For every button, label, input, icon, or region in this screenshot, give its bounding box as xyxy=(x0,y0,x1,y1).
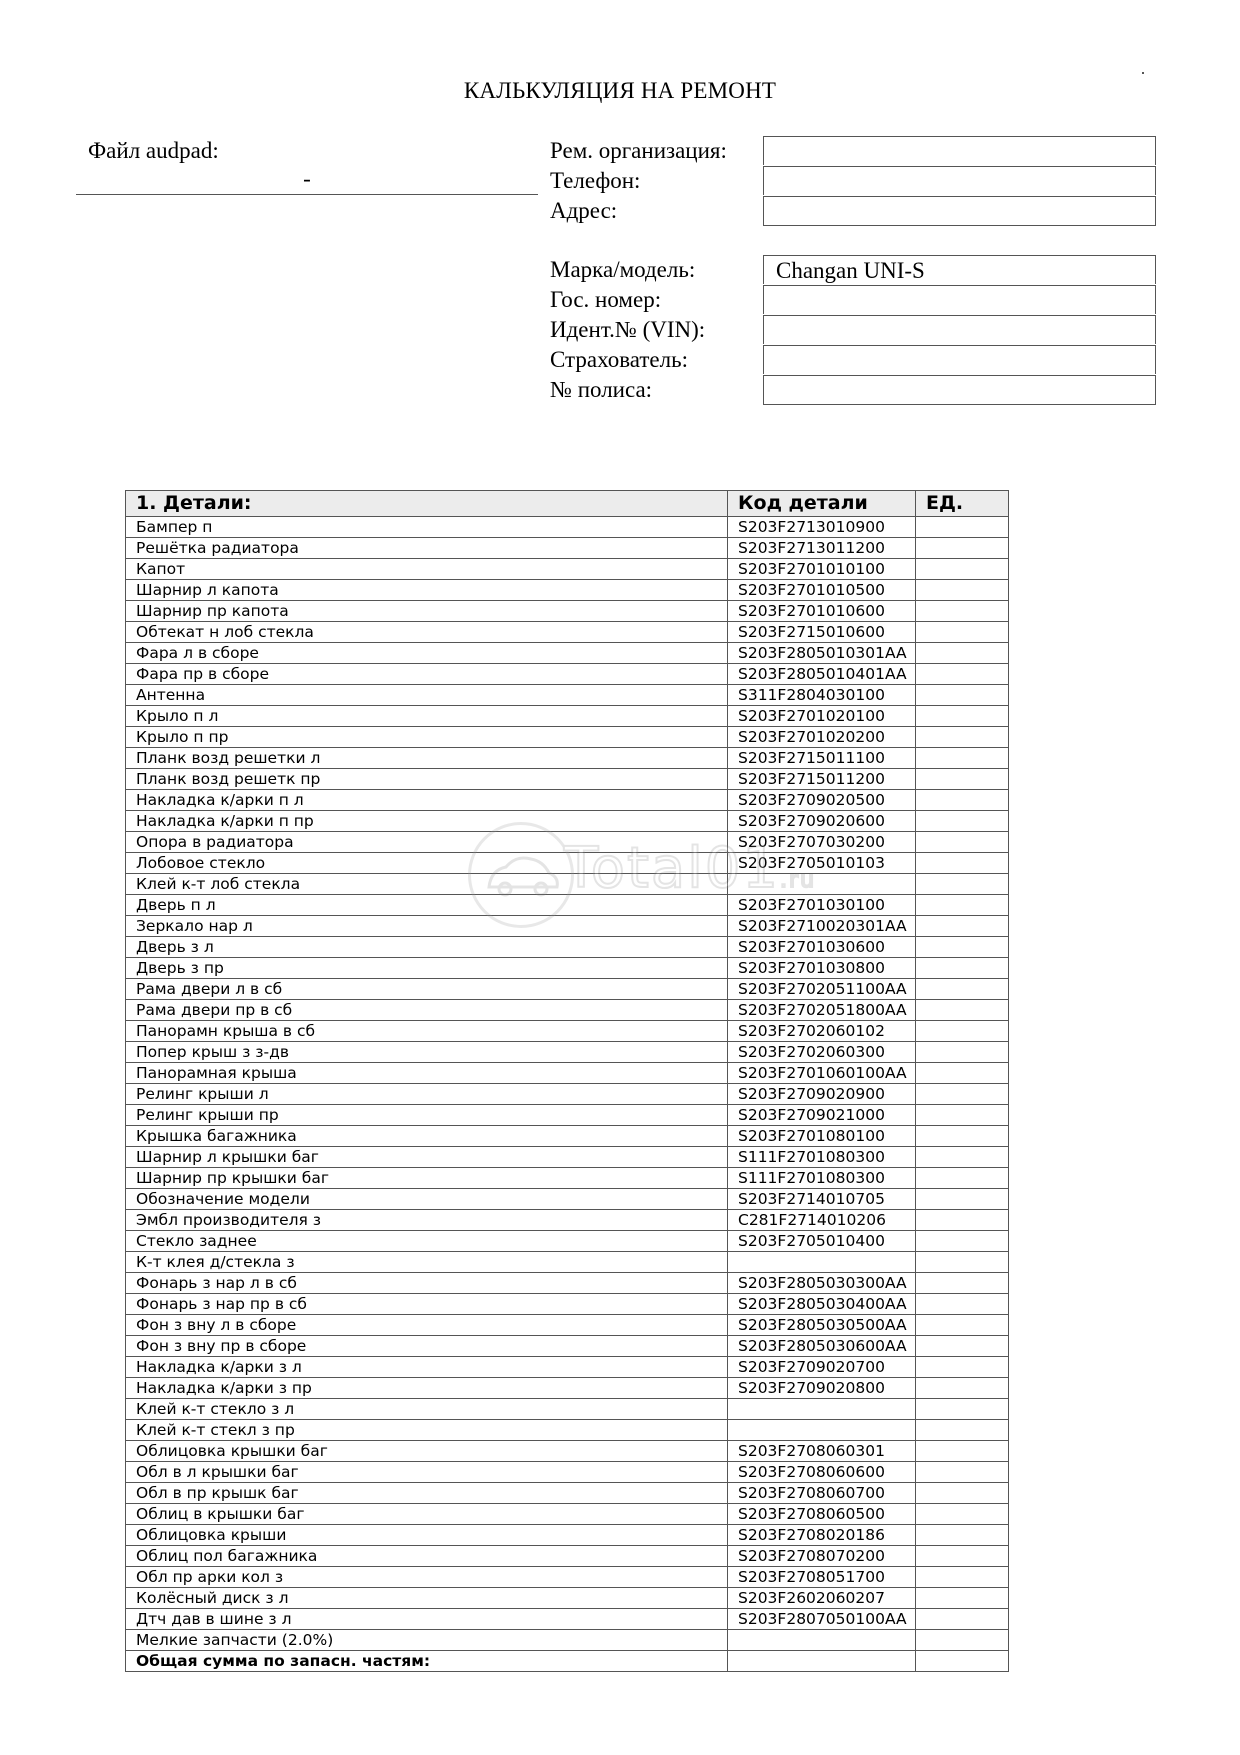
vin-field[interactable] xyxy=(763,315,1156,344)
table-row xyxy=(126,1525,1009,1546)
table-row xyxy=(126,538,1009,559)
phone-label: Телефон: xyxy=(550,168,641,193)
part-name-cell: Планк возд решетк пр xyxy=(126,769,728,790)
parts-table-body xyxy=(126,517,1009,1672)
part-name-cell: Рама двери пр в сб xyxy=(126,1000,728,1021)
part-name-cell: Облиц пол багажника xyxy=(126,1546,728,1567)
part-name-cell: Колёсный диск з л xyxy=(126,1588,728,1609)
part-name-cell: Обл пр арки кол з xyxy=(126,1567,728,1588)
part-code-cell: S203F2805030400AA xyxy=(728,1294,916,1315)
unit-cell xyxy=(916,1252,1009,1273)
unit-cell xyxy=(916,1420,1009,1441)
part-name-cell: Мелкие запчасти (2.0%) xyxy=(126,1630,728,1651)
part-code-cell: S203F2707030200 xyxy=(728,832,916,853)
part-name-cell: Крышка багажника xyxy=(126,1126,728,1147)
unit-cell xyxy=(916,1000,1009,1021)
part-name-cell: Лобовое стекло xyxy=(126,853,728,874)
unit-cell xyxy=(916,1021,1009,1042)
insured-field[interactable] xyxy=(763,345,1156,374)
unit-cell xyxy=(916,979,1009,1000)
unit-cell xyxy=(916,916,1009,937)
part-code-cell xyxy=(728,1252,916,1273)
unit-cell xyxy=(916,643,1009,664)
unit-cell xyxy=(916,1378,1009,1399)
table-row xyxy=(126,1000,1009,1021)
total-row xyxy=(126,1651,1009,1672)
part-code-cell: S111F2701080300 xyxy=(728,1168,916,1189)
unit-cell xyxy=(916,1399,1009,1420)
part-code-cell: S203F2715011200 xyxy=(728,769,916,790)
unit-cell xyxy=(916,559,1009,580)
part-name-cell: Обтекат н лоб стекла xyxy=(126,622,728,643)
address-field[interactable] xyxy=(763,196,1156,226)
part-name-cell: Опора в радиатора xyxy=(126,832,728,853)
total-code-cell xyxy=(728,1651,916,1672)
unit-cell xyxy=(916,1504,1009,1525)
part-name-cell: Дверь з л xyxy=(126,937,728,958)
part-name-cell: Фара пр в сборе xyxy=(126,664,728,685)
part-name-cell: Дтч дав в шине з л xyxy=(126,1609,728,1630)
part-code-cell: S203F2805010401AA xyxy=(728,664,916,685)
part-name-cell: Шарнир пр крышки баг xyxy=(126,1168,728,1189)
watermark-text: Total01.ru xyxy=(564,836,817,901)
part-name-cell: Клей к-т лоб стекла xyxy=(126,874,728,895)
part-code-cell: S203F2701010500 xyxy=(728,580,916,601)
make-model-label: Марка/модель: xyxy=(550,257,696,282)
part-name-cell: Накладка к/арки п л xyxy=(126,790,728,811)
table-row xyxy=(126,1546,1009,1567)
part-code-cell: S311F2804030100 xyxy=(728,685,916,706)
part-name-cell: Обл в л крышки баг xyxy=(126,1462,728,1483)
unit-cell xyxy=(916,1189,1009,1210)
table-row xyxy=(126,1294,1009,1315)
table-row xyxy=(126,1378,1009,1399)
table-row xyxy=(126,1231,1009,1252)
unit-cell xyxy=(916,1105,1009,1126)
table-row xyxy=(126,874,1009,895)
part-code-cell: S203F2708060500 xyxy=(728,1504,916,1525)
unit-cell xyxy=(916,706,1009,727)
part-code-cell: S203F2713011200 xyxy=(728,538,916,559)
unit-cell xyxy=(916,685,1009,706)
part-code-cell xyxy=(728,1399,916,1420)
policy-field[interactable] xyxy=(763,375,1156,405)
total-unit-cell xyxy=(916,1651,1009,1672)
table-row xyxy=(126,1567,1009,1588)
unit-cell xyxy=(916,1126,1009,1147)
table-row xyxy=(126,1063,1009,1084)
table-row xyxy=(126,1168,1009,1189)
part-name-cell: Облицовка крыши xyxy=(126,1525,728,1546)
table-row xyxy=(126,1336,1009,1357)
part-name-cell: Релинг крыши пр xyxy=(126,1105,728,1126)
part-name-cell: Фонарь з нар л в сб xyxy=(126,1273,728,1294)
unit-cell xyxy=(916,1483,1009,1504)
table-row xyxy=(126,937,1009,958)
part-name-cell: Клей к-т стекло з л xyxy=(126,1399,728,1420)
part-code-cell: S203F2708060600 xyxy=(728,1462,916,1483)
table-row xyxy=(126,1630,1009,1651)
part-code-cell: S203F2701060100AA xyxy=(728,1063,916,1084)
document-title: КАЛЬКУЛЯЦИЯ НА РЕМОНТ xyxy=(463,78,777,103)
table-row xyxy=(126,958,1009,979)
unit-cell xyxy=(916,1609,1009,1630)
unit-cell xyxy=(916,622,1009,643)
policy-label: № полиса: xyxy=(550,377,653,402)
unit-cell xyxy=(916,937,1009,958)
header-unit: ЕД. xyxy=(916,491,1009,517)
unit-cell xyxy=(916,601,1009,622)
unit-cell xyxy=(916,1567,1009,1588)
unit-cell xyxy=(916,1231,1009,1252)
part-code-cell: S203F2701030600 xyxy=(728,937,916,958)
part-code-cell: S203F2805030500AA xyxy=(728,1315,916,1336)
part-name-cell: Шарнир л крышки баг xyxy=(126,1147,728,1168)
table-row xyxy=(126,1399,1009,1420)
part-name-cell: Планк возд решетки л xyxy=(126,748,728,769)
part-name-cell: Фара л в сборе xyxy=(126,643,728,664)
part-name-cell: Антенна xyxy=(126,685,728,706)
part-code-cell: S203F2710020301AA xyxy=(728,916,916,937)
phone-field[interactable] xyxy=(763,166,1156,195)
plate-field[interactable] xyxy=(763,285,1156,314)
table-row xyxy=(126,811,1009,832)
part-name-cell: Панорамн крыша в сб xyxy=(126,1021,728,1042)
table-row xyxy=(126,979,1009,1000)
insured-label: Страхователь: xyxy=(550,347,688,372)
corner-mark xyxy=(1142,72,1144,74)
part-code-cell: S203F2805010301AA xyxy=(728,643,916,664)
table-row xyxy=(126,1252,1009,1273)
part-code-cell: S203F2708070200 xyxy=(728,1546,916,1567)
part-name-cell: Крыло п пр xyxy=(126,727,728,748)
part-code-cell: S203F2708060700 xyxy=(728,1483,916,1504)
part-code-cell: S203F2807050100AA xyxy=(728,1609,916,1630)
address-label: Адрес: xyxy=(550,198,618,223)
part-code-cell: S203F2705010103 xyxy=(728,853,916,874)
part-code-cell: S203F2602060207 xyxy=(728,1588,916,1609)
table-row xyxy=(126,685,1009,706)
table-row xyxy=(126,517,1009,538)
unit-cell xyxy=(916,1357,1009,1378)
part-code-cell: S203F2701020100 xyxy=(728,706,916,727)
unit-cell xyxy=(916,811,1009,832)
table-row xyxy=(126,1462,1009,1483)
unit-cell xyxy=(916,1441,1009,1462)
unit-cell xyxy=(916,1168,1009,1189)
header-part-name: 1. Детали: xyxy=(126,491,728,517)
unit-cell xyxy=(916,664,1009,685)
part-name-cell: Клей к-т стекл з пр xyxy=(126,1420,728,1441)
part-code-cell: S203F2701030800 xyxy=(728,958,916,979)
part-code-cell: S203F2705010400 xyxy=(728,1231,916,1252)
part-name-cell: Релинг крыши л xyxy=(126,1084,728,1105)
table-row xyxy=(126,832,1009,853)
file-label: Файл audpad: xyxy=(88,138,219,163)
part-code-cell: S203F2702060300 xyxy=(728,1042,916,1063)
table-row xyxy=(126,1042,1009,1063)
part-code-cell xyxy=(728,1420,916,1441)
table-row xyxy=(126,1210,1009,1231)
part-code-cell: C281F2714010206 xyxy=(728,1210,916,1231)
part-code-cell: S203F2715011100 xyxy=(728,748,916,769)
part-code-cell: S203F2702051800AA xyxy=(728,1000,916,1021)
part-name-cell: Дверь з пр xyxy=(126,958,728,979)
table-row xyxy=(126,1105,1009,1126)
part-name-cell: Обл в пр крышк баг xyxy=(126,1483,728,1504)
part-code-cell: S203F2709020900 xyxy=(728,1084,916,1105)
part-name-cell: Накладка к/арки з л xyxy=(126,1357,728,1378)
part-code-cell: S203F2805030300AA xyxy=(728,1273,916,1294)
unit-cell xyxy=(916,1588,1009,1609)
part-name-cell: Стекло заднее xyxy=(126,1231,728,1252)
table-row xyxy=(126,1147,1009,1168)
table-row xyxy=(126,1357,1009,1378)
part-code-cell: S203F2708060301 xyxy=(728,1441,916,1462)
part-code-cell: S203F2708020186 xyxy=(728,1525,916,1546)
part-name-cell: Решётка радиатора xyxy=(126,538,728,559)
part-name-cell: Рама двери л в сб xyxy=(126,979,728,1000)
part-name-cell: Дверь п л xyxy=(126,895,728,916)
parts-table xyxy=(125,490,1009,1672)
unit-cell xyxy=(916,1525,1009,1546)
part-name-cell: Капот xyxy=(126,559,728,580)
table-row xyxy=(126,1504,1009,1525)
table-row xyxy=(126,1420,1009,1441)
part-code-cell: S203F2701080100 xyxy=(728,1126,916,1147)
part-code-cell: S203F2805030600AA xyxy=(728,1336,916,1357)
part-code-cell: S203F2709020800 xyxy=(728,1378,916,1399)
table-row xyxy=(126,1315,1009,1336)
plate-label: Гос. номер: xyxy=(550,287,662,312)
part-code-cell: S203F2709020700 xyxy=(728,1357,916,1378)
table-row xyxy=(126,748,1009,769)
unit-cell xyxy=(916,1462,1009,1483)
unit-cell xyxy=(916,895,1009,916)
table-row xyxy=(126,1441,1009,1462)
part-name-cell: Накладка к/арки п пр xyxy=(126,811,728,832)
table-row xyxy=(126,1273,1009,1294)
part-name-cell: Панорамная крыша xyxy=(126,1063,728,1084)
table-row xyxy=(126,1084,1009,1105)
part-code-cell: S203F2701010100 xyxy=(728,559,916,580)
part-name-cell: Накладка к/арки з пр xyxy=(126,1378,728,1399)
part-code-cell: S203F2702051100AA xyxy=(728,979,916,1000)
part-name-cell: К-т клея д/стекла з xyxy=(126,1252,728,1273)
unit-cell xyxy=(916,748,1009,769)
table-row xyxy=(126,1588,1009,1609)
part-name-cell: Фонарь з нар пр в сб xyxy=(126,1294,728,1315)
part-name-cell: Шарнир л капота xyxy=(126,580,728,601)
part-code-cell: S203F2709020600 xyxy=(728,811,916,832)
table-row xyxy=(126,853,1009,874)
repair-org-label: Рем. организация: xyxy=(550,138,727,163)
unit-cell xyxy=(916,958,1009,979)
part-code-cell: S203F2701010600 xyxy=(728,601,916,622)
unit-cell xyxy=(916,517,1009,538)
part-code-cell xyxy=(728,1630,916,1651)
part-code-cell: S203F2701020200 xyxy=(728,727,916,748)
part-name-cell: Бампер п xyxy=(126,517,728,538)
unit-cell xyxy=(916,790,1009,811)
part-name-cell: Фон з вну пр в сборе xyxy=(126,1336,728,1357)
part-name-cell: Фон з вну л в сборе xyxy=(126,1315,728,1336)
unit-cell xyxy=(916,832,1009,853)
unit-cell xyxy=(916,1147,1009,1168)
part-code-cell: S203F2714010705 xyxy=(728,1189,916,1210)
unit-cell xyxy=(916,727,1009,748)
part-code-cell xyxy=(728,874,916,895)
unit-cell xyxy=(916,1210,1009,1231)
make-model-field[interactable]: Changan UNI-S xyxy=(763,255,1156,284)
table-row xyxy=(126,664,1009,685)
table-row xyxy=(126,727,1009,748)
unit-cell xyxy=(916,874,1009,895)
unit-cell xyxy=(916,1294,1009,1315)
unit-cell xyxy=(916,538,1009,559)
unit-cell xyxy=(916,1546,1009,1567)
unit-cell xyxy=(916,1084,1009,1105)
part-name-cell: Шарнир пр капота xyxy=(126,601,728,622)
part-code-cell: S203F2701030100 xyxy=(728,895,916,916)
unit-cell xyxy=(916,1042,1009,1063)
table-row xyxy=(126,1609,1009,1630)
part-name-cell: Облиц в крышки баг xyxy=(126,1504,728,1525)
table-row xyxy=(126,1189,1009,1210)
part-name-cell: Эмбл производителя з xyxy=(126,1210,728,1231)
repair-org-field[interactable] xyxy=(763,136,1156,165)
part-name-cell: Зеркало нар л xyxy=(126,916,728,937)
table-header-row xyxy=(126,491,1009,517)
unit-cell xyxy=(916,769,1009,790)
part-code-cell: S203F2708051700 xyxy=(728,1567,916,1588)
part-code-cell: S111F2701080300 xyxy=(728,1147,916,1168)
vin-label: Идент.№ (VIN): xyxy=(550,317,706,342)
part-name-cell: Обозначение модели xyxy=(126,1189,728,1210)
unit-cell xyxy=(916,1630,1009,1651)
part-name-cell: Крыло п л xyxy=(126,706,728,727)
unit-cell xyxy=(916,580,1009,601)
part-code-cell: S203F2713010900 xyxy=(728,517,916,538)
part-code-cell: S203F2709021000 xyxy=(728,1105,916,1126)
total-label-cell: Общая сумма по запасн. частям: xyxy=(126,1651,728,1672)
header-part-code: Код детали xyxy=(728,491,916,517)
table-row xyxy=(126,916,1009,937)
part-code-cell: S203F2715010600 xyxy=(728,622,916,643)
unit-cell xyxy=(916,1063,1009,1084)
table-row xyxy=(126,580,1009,601)
table-row xyxy=(126,895,1009,916)
file-value: - xyxy=(76,166,538,195)
unit-cell xyxy=(916,853,1009,874)
part-code-cell: S203F2702060102 xyxy=(728,1021,916,1042)
table-row xyxy=(126,1126,1009,1147)
unit-cell xyxy=(916,1336,1009,1357)
part-code-cell: S203F2709020500 xyxy=(728,790,916,811)
table-row xyxy=(126,643,1009,664)
unit-cell xyxy=(916,1315,1009,1336)
table-row xyxy=(126,1483,1009,1504)
table-row xyxy=(126,706,1009,727)
table-row xyxy=(126,622,1009,643)
table-row xyxy=(126,1021,1009,1042)
unit-cell xyxy=(916,1273,1009,1294)
table-row xyxy=(126,769,1009,790)
table-row xyxy=(126,790,1009,811)
part-name-cell: Облицовка крышки баг xyxy=(126,1441,728,1462)
part-name-cell: Попер крыш з з-дв xyxy=(126,1042,728,1063)
table-row xyxy=(126,601,1009,622)
table-row xyxy=(126,559,1009,580)
